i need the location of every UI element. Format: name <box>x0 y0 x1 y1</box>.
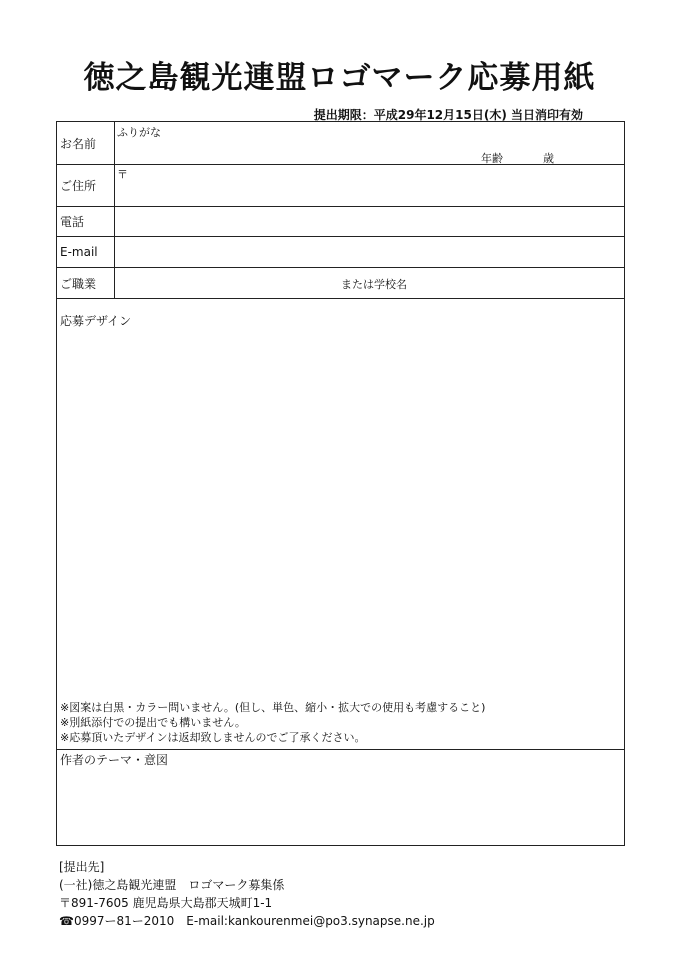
phone-field[interactable] <box>115 207 624 236</box>
phone-label: 電話 <box>57 207 115 236</box>
name-field[interactable] <box>115 122 624 164</box>
footer-address: 〒891-7605 鹿児島県大島郡天城町1-1 <box>59 896 273 910</box>
design-label: 応募デザイン <box>60 314 132 328</box>
address-label: ご住所 <box>57 165 115 206</box>
phone-row <box>57 207 624 237</box>
theme-area[interactable] <box>57 750 624 845</box>
note-line: ※図案は白黒・カラー問いません。(但し、単色、縮小・拡大での使用も考慮すること) <box>60 701 486 714</box>
name-label: お名前 <box>57 122 115 164</box>
occupation-row <box>57 268 624 299</box>
design-area[interactable] <box>57 299 624 750</box>
design-notes <box>60 700 485 745</box>
submission-info <box>59 858 435 930</box>
occupation-label: ご職業 <box>57 268 115 298</box>
footer-org: (一社)徳之島観光連盟 ロゴマーク募集係 <box>59 878 285 892</box>
theme-label: 作者のテーマ・意図 <box>60 753 169 767</box>
address-field[interactable] <box>115 165 624 206</box>
address-row <box>57 165 624 207</box>
occupation-field[interactable] <box>115 268 624 298</box>
note-line: ※別紙添付での提出でも構いません。 <box>60 716 246 729</box>
school-label: または学校名 <box>341 278 407 291</box>
name-row <box>57 122 624 165</box>
footer-heading: [提出先] <box>59 860 105 874</box>
deadline-notice: 提出期限：平成29年12月15日(木) 当日消印有効 <box>313 108 583 122</box>
application-form <box>56 121 625 846</box>
email-label: E-mail <box>57 237 115 267</box>
email-row <box>57 237 624 268</box>
age-label: 年齢 <box>481 152 503 165</box>
age-unit: 歳 <box>543 152 554 165</box>
postal-mark: 〒 <box>117 168 128 181</box>
email-field[interactable] <box>115 237 624 267</box>
note-line: ※応募頂いたデザインは返却致しませんのでご了承ください。 <box>60 731 366 744</box>
furigana-label: ふりがな <box>117 126 161 139</box>
footer-contact: ☎0997ー81ー2010 E-mail:kankourenmei@po3.synapse.ne.jp <box>59 914 435 928</box>
form-title: 徳之島観光連盟ロゴマーク応募用紙 <box>83 60 596 96</box>
